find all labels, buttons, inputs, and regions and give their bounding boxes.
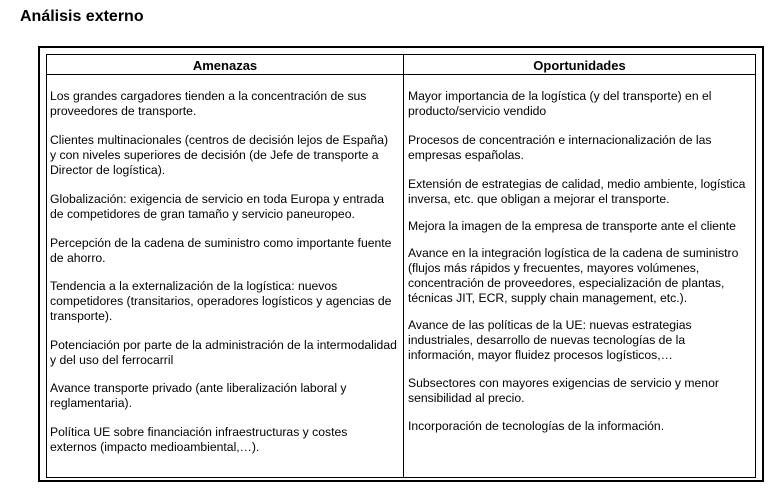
page-title: Análisis externo — [20, 8, 144, 25]
amenaza-item: Tendencia a la externalización de la logística: nuevos competidores (transitarios, operadores logísticos y agencias de transporte). — [50, 279, 392, 323]
table-body-row — [47, 75, 756, 478]
oportunidad-item: Mayor importancia de la logística (y del transporte) en el producto/servicio vendido — [408, 89, 712, 118]
oportunidad-item: Avance de las políticas de la UE: nuevas estrategias industriales, desarrollo de nuevas tecnologías de la información, mayor fluidez procesos logísticos,… — [408, 318, 692, 362]
external-analysis-table — [46, 54, 756, 478]
amenaza-item: Avance transporte privado (ante liberalización laboral y reglamentaria). — [50, 381, 347, 410]
amenaza-item: Percepción de la cadena de suministro como importante fuente de ahorro. — [50, 236, 392, 265]
oportunidad-item: Subsectores con mayores exigencias de servicio y menor sensibilidad al precio. — [408, 376, 719, 405]
header-oportunidades: Oportunidades — [404, 55, 756, 75]
header-amenazas: Amenazas — [47, 55, 404, 75]
amenazas-cell — [47, 75, 404, 478]
oportunidad-item: Extensión de estrategias de calidad, medio ambiente, logística inversa, etc. que obligan a mejorar el transporte. — [408, 177, 746, 206]
swot-table-frame — [38, 46, 764, 482]
amenaza-item: Clientes multinacionales (centros de decisión lejos de España) y con niveles superiores de decisión (de Jefe de transporte a Director de logística). — [50, 133, 389, 177]
amenaza-item: Los grandes cargadores tienden a la concentración de sus proveedores de transporte. — [50, 89, 367, 118]
amenaza-item: Globalización: exigencia de servicio en toda Europa y entrada de competidores de gran tamaño y servicio paneuropeo. — [50, 192, 385, 221]
oportunidad-item: Mejora la imagen de la empresa de transporte ante el cliente — [408, 219, 736, 233]
amenaza-item: Política UE sobre financiación infraestructuras y costes externos (impacto medioambiental,…). — [50, 425, 348, 454]
oportunidades-cell — [404, 75, 756, 478]
oportunidad-item: Incorporación de tecnologías de la información. — [408, 419, 665, 433]
oportunidad-item: Procesos de concentración e internacionalización de las empresas españolas. — [408, 133, 712, 162]
table-header-row — [47, 55, 756, 75]
oportunidad-item: Avance en la integración logística de la cadena de suministro (flujos más rápidos y frecuentes, mayores volúmenes, concentración de proveedores, especialización de plantas, técnicas JIT, ECR, supply chain management, etc.). — [408, 246, 739, 305]
amenaza-item: Potenciación por parte de la administración de la intermodalidad y del uso del ferrocarril — [50, 338, 397, 367]
